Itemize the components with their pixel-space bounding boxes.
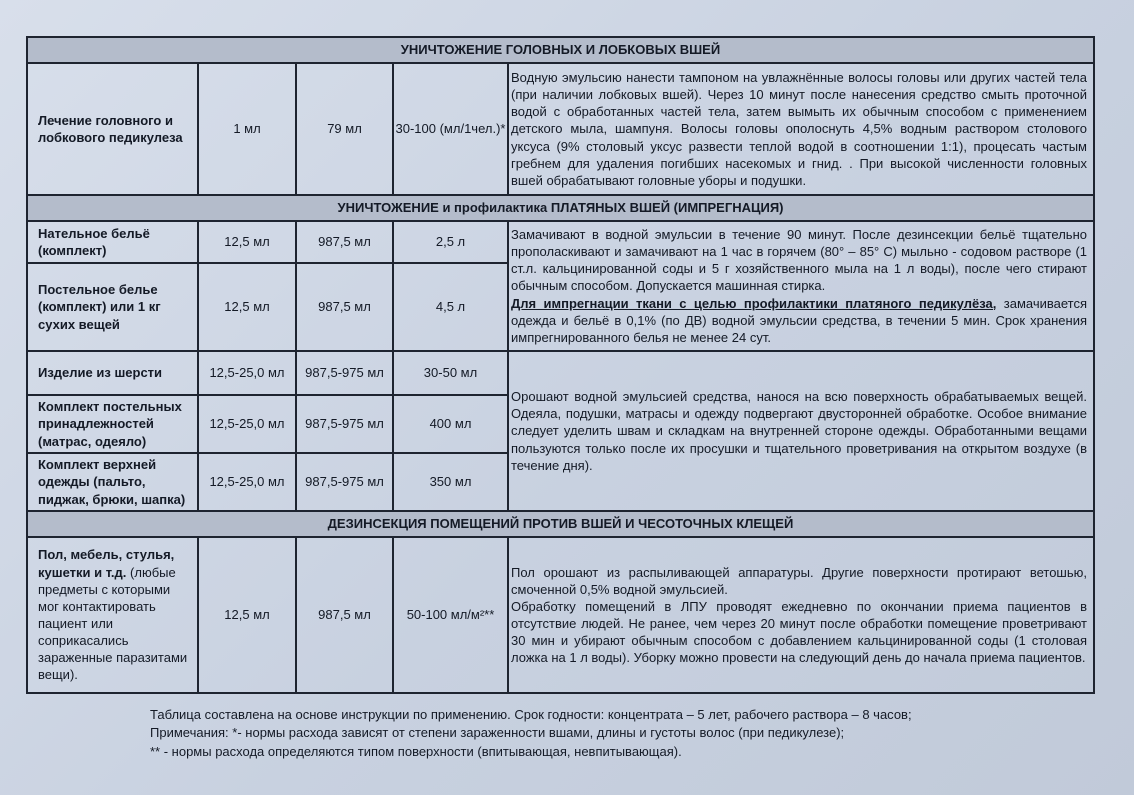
row-water-bed-set: 987,5-975 мл bbox=[296, 395, 393, 453]
dosage-table bbox=[26, 36, 1095, 694]
row-name-outerwear: Комплект верхней одежды (пальто, пиджак, брюки, шапка) bbox=[27, 453, 198, 511]
floor-description-p2: Обработку помещений в ЛПУ проводят ежедневно по окончании приема пациентов в отсутствие людей. Не ранее, чем через 20 минут после обработки помещение проветривают 30 мин и убирают обычным способом с добавлением кальцинированной соды (1 столовая ложка на 1 л воды). Уборку можно провести на следующий день до начала приема пациентов. bbox=[511, 598, 1087, 666]
row-water-outerwear: 987,5-975 мл bbox=[296, 453, 393, 511]
row-name-wool: Изделие из шерсти bbox=[27, 351, 198, 395]
row-description-spray: Орошают водной эмульсией средства, нанося на всю поверхность обрабатываемых вещей. Одеяла, подушки, матрасы и одежду подвергают двусторонней обработке. Особое внимание следует уделить швам и складкам на внутренней стороне одежды. Обработанными вещами пользуются только после их просушки и тщательного проветривания на открытом воздухе (в течение дня). bbox=[508, 351, 1094, 511]
row-norm-floor: 50-100 мл/м²** bbox=[393, 537, 508, 693]
section-title-body-lice: УНИЧТОЖЕНИЕ и профилактика ПЛАТЯНЫХ ВШЕЙ (ИМПРЕГНАЦИЯ) bbox=[27, 195, 1094, 221]
row-description-head-lice: Водную эмульсию нанести тампоном на увлажнённые волосы головы или других частей тела (при наличии лобковых вшей). Через 10 минут после нанесения средство смыть проточной водой с обработанных частей тела, затем вымыть их обычным способом с применением детского мыла, шампуня. Волосы головы ополоснуть 4,5% водным раствором столового уксуса (9% столовый уксус развести теплой водой в соотношении 1:1), процесать частым гребнем для удаления погибших насекомых и гнид. . При высокой численности головных вшей обрабатывают головные уборы и подушки. bbox=[508, 63, 1094, 195]
row-norm-head-lice: 30-100 (мл/1чел.)* bbox=[393, 63, 508, 195]
impregnation-underlined-text: Для импрегнации ткани с целью профилактики платяного педикулёза, bbox=[511, 295, 997, 311]
body-lice-description-part2 bbox=[511, 295, 1087, 346]
footnote-single-asterisk: Примечания: *- нормы расхода зависят от степени зараженности вшами, длины и густоты волос (при педикулезе); bbox=[150, 725, 845, 741]
row-norm-bed-set: 400 мл bbox=[393, 395, 508, 453]
row-description-floor bbox=[508, 537, 1094, 693]
row-norm-outerwear: 350 мл bbox=[393, 453, 508, 511]
row-description-body-lice bbox=[508, 221, 1094, 351]
row-name-head-lice: Лечение головного и лобкового педикулеза bbox=[27, 63, 198, 195]
row-name-floor bbox=[27, 537, 198, 693]
row-norm-wool: 30-50 мл bbox=[393, 351, 508, 395]
row-water-underwear: 987,5 мл bbox=[296, 221, 393, 263]
table-row-head-lice bbox=[27, 63, 1094, 195]
row-name-underwear: Нательное бельё (комплект) bbox=[27, 221, 198, 263]
row-norm-bedding: 4,5 л bbox=[393, 263, 508, 351]
row-name-floor-rest: (любые предметы с которыми мог контактировать пациент или соприкасались зараженные паразитами вещи). bbox=[38, 564, 188, 683]
row-concentrate-outerwear: 12,5-25,0 мл bbox=[198, 453, 296, 511]
section-row-body-lice bbox=[27, 195, 1094, 221]
row-concentrate-bedding: 12,5 мл bbox=[198, 263, 296, 351]
floor-description-p1: Пол орошают из распыливающей аппаратуры. Другие поверхности протирают ветошью, смоченной 0,5% водной эмульсией. bbox=[511, 564, 1087, 597]
impregnation-text: замачивается одежда и бельё в 0,1% (по ДВ) водной эмульсии средства, в течении 5 мин. Срок хранения импрегнированного белья не менее 24 сут. bbox=[511, 295, 1087, 345]
table-row-floor bbox=[27, 537, 1094, 693]
section-row-head-lice bbox=[27, 37, 1094, 63]
row-name-bed-set: Комплект постельных принадлежностей (матрас, одеяло) bbox=[27, 395, 198, 453]
row-concentrate-bed-set: 12,5-25,0 мл bbox=[198, 395, 296, 453]
row-water-floor: 987,5 мл bbox=[296, 537, 393, 693]
footnotes bbox=[150, 706, 912, 761]
row-water-wool: 987,5-975 мл bbox=[296, 351, 393, 395]
table-row-underwear bbox=[27, 221, 1094, 263]
row-concentrate-underwear: 12,5 мл bbox=[198, 221, 296, 263]
body-lice-description-part1: Замачивают в водной эмульсии в течение 90 минут. После дезинсекции бельё тщательно прополаскивают и замачивают на 1 час в горячем (80° – 85° С) мыльно - содовом растворе (1 ст.л. кальцинированной соды и 5 г хозяйственного мыла на 1 л воды), после чего стирают обычным способом. Допускается машинная стирка. bbox=[511, 226, 1087, 294]
row-water-bedding: 987,5 мл bbox=[296, 263, 393, 351]
row-water-head-lice: 79 мл bbox=[296, 63, 393, 195]
footnote-double-asterisk: ** - нормы расхода определяются типом поверхности (впитывающая, невпитывающая). bbox=[150, 743, 682, 759]
row-name-floor-bold: Пол, мебель, стулья, кушетки и т.д. bbox=[38, 547, 175, 580]
row-norm-underwear: 2,5 л bbox=[393, 221, 508, 263]
section-title-head-lice: УНИЧТОЖЕНИЕ ГОЛОВНЫХ И ЛОБКОВЫХ ВШЕЙ bbox=[27, 37, 1094, 63]
footnote-shelf-life: Таблица составлена на основе инструкции по применению. Срок годности: концентрата – 5 лет, рабочего раствора – 8 часов; bbox=[150, 707, 912, 722]
row-concentrate-wool: 12,5-25,0 мл bbox=[198, 351, 296, 395]
row-concentrate-head-lice: 1 мл bbox=[198, 63, 296, 195]
section-row-premises bbox=[27, 511, 1094, 537]
section-title-premises: ДЕЗИНСЕКЦИЯ ПОМЕЩЕНИЙ ПРОТИВ ВШЕЙ И ЧЕСОТОЧНЫХ КЛЕЩЕЙ bbox=[27, 511, 1094, 537]
row-name-bedding: Постельное белье (комплект) или 1 кг сухих вещей bbox=[27, 263, 198, 351]
table-row-wool bbox=[27, 351, 1094, 395]
row-concentrate-floor: 12,5 мл bbox=[198, 537, 296, 693]
